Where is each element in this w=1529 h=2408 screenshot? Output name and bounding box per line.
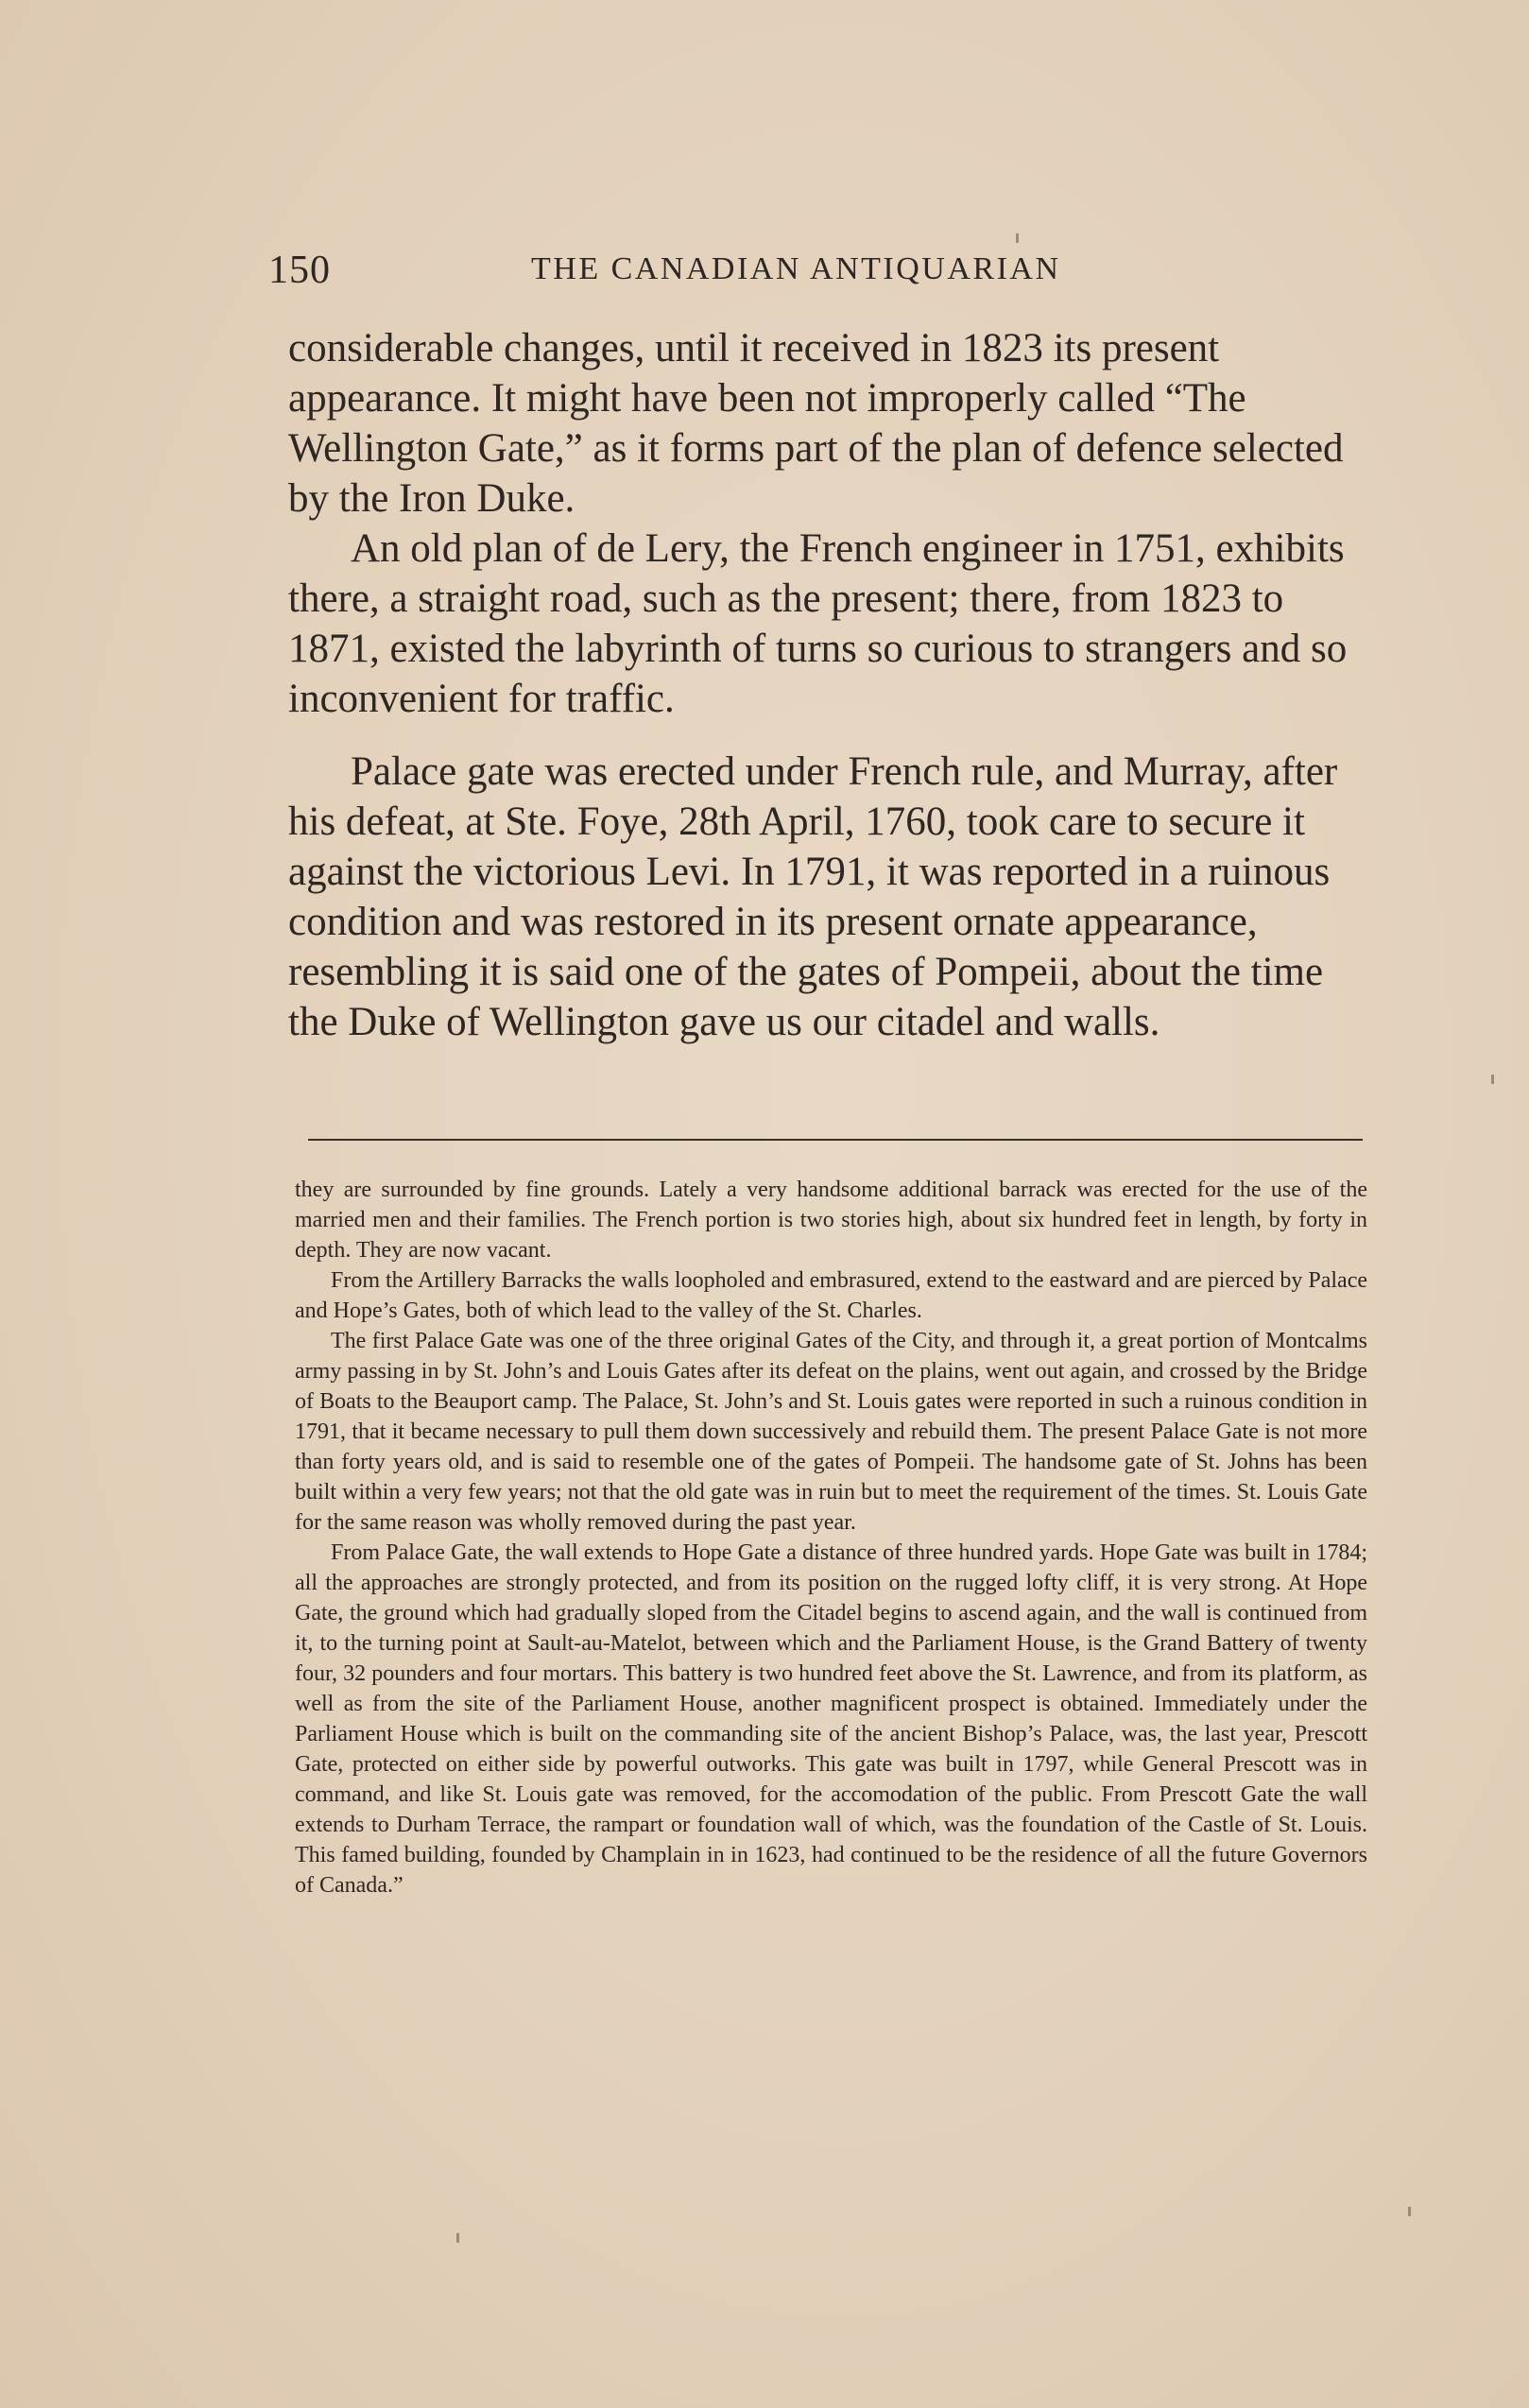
paper-speck <box>456 2233 459 2243</box>
section-divider <box>308 1139 1363 1144</box>
footnote-paragraph-4: From Palace Gate, the wall extends to Hope Gate a distance of three hundred yards. Hope Gate was built in 1784; all the approaches are strongly protected, and from its position on the rugged lofty cliff, it is very strong. At Hope Gate, the ground which had gradually sloped from the Citadel begins to ascend again, and the wall is continued from it, to the turning point at Sault-au-Matelot, between which and the Parliament House, is the Grand Battery of twenty four, 32 pounders and four mortars. This battery is two hundred feet above the St. Lawrence, and from its platform, as well as from the site of the Parliament House, another magnificent prospect is obtained. Immediately under the Parliament House which is built on the commanding site of the ancient Bishop’s Palace, was, the last year, Prescott Gate, protected on either side by powerful outworks. This gate was built in 1797, while General Prescott was in command, and like St. Louis gate was removed, for the accomodation of the public. From Prescott Gate the wall extends to Durham Terrace, the rampart or foundation wall of which, was the foundation of the Castle of St. Louis. This famed building, founded by Champlain in in 1623, had continued to be the residence of all the future Governors of Canada.” <box>295 1540 1367 1898</box>
paragraph-3: Palace gate was erected under French rule, and Murray, after his defeat, at Ste. Foye, 28th April, 1760, took care to secure it against the victorious Levi. In 1791, it was reported in a ruinous condition and was restored in its present ornate appearance, resembling it is said one of the gates of Pompeii, about the time the Duke of Wellington gave us our citadel and walls. <box>288 749 1338 1044</box>
paper-speck <box>1016 233 1019 243</box>
footnote-paragraph-2: From the Artillery Barracks the walls loopholed and embrasured, extend to the eastward and are pierced by Palace and Hope’s Gates, both of which lead to the valley of the St. Charles. <box>295 1268 1367 1323</box>
page-header <box>268 248 1365 304</box>
paper-speck <box>1408 2207 1411 2216</box>
running-title: THE CANADIAN ANTIQUARIAN <box>531 251 1061 286</box>
footnote-paragraph-1: they are surrounded by fine grounds. Lately a very handsome additional barrack was erected for the use of the married men and their families. The French portion is two stories high, about six hundred feet in length, by forty in depth. They are now vacant. <box>295 1178 1367 1263</box>
paragraph-2: An old plan of de Lery, the French engineer in 1751, exhibits there, a straight road, such as the present; there, from 1823 to 1871, existed the labyrinth of turns so curious to strangers and so inconvenient for traffic. <box>288 526 1348 721</box>
footnote-paragraph-3: The first Palace Gate was one of the three original Gates of the City, and through it, a great portion of Montcalms army passing in by St. John’s and Louis Gates after its defeat on the plains, went out again, and crossed by the Bridge of Boats to the Beauport camp. The Palace, St. John’s and St. Louis gates were reported in such a ruinous condition in 1791, that it became necessary to pull them down successively and rebuild them. The present Palace Gate is not more than forty years old, and is said to resemble one of the gates of Pompeii. The handsome gate of St. Johns has been built within a very few years; not that the old gate was in ruin but to meet the requirement of the times. St. Louis Gate for the same reason was wholly removed during the past year. <box>295 1329 1367 1535</box>
page-number: 150 <box>268 249 331 292</box>
paragraph-1: considerable changes, until it received in 1823 its present appearance. It might have been not improperly called “The Wellington Gate,” as it forms part of the plan of defence selected by the Iron Duke. <box>288 326 1344 521</box>
paper-speck <box>1491 1075 1494 1084</box>
footnote-text <box>295 1175 1367 1901</box>
main-text <box>288 323 1356 1047</box>
